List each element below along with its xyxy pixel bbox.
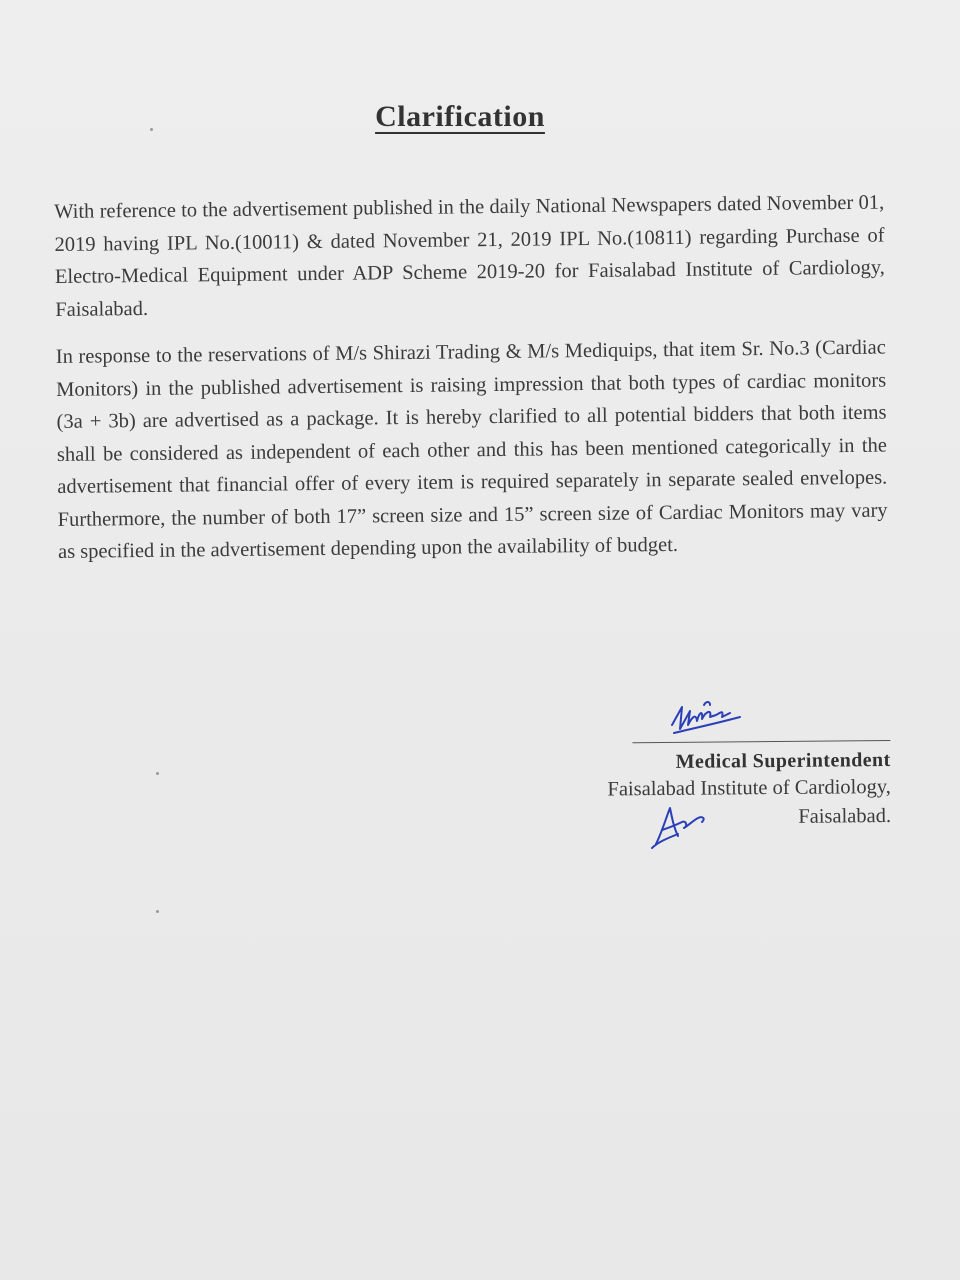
paper-speck	[150, 128, 153, 131]
handwritten-initials	[648, 798, 710, 850]
signature-block	[530, 692, 891, 833]
paragraph-reference: With reference to the advertisement published in the daily National Newspapers dated November 01, 2019 having IPL No.(10011) & dated November 21, 2019 IPL No.(10811) regarding Purchase of Electro-Medical Equipment under ADP Scheme 2019-20 for Faisalabad Institute of Cardiology, Faisalabad.	[54, 191, 885, 321]
paper-speck	[156, 910, 159, 913]
paper-speck	[156, 772, 159, 775]
signature-line	[632, 740, 890, 743]
document-title: Clarification	[375, 100, 545, 133]
signatory-city: Faisalabad.	[798, 804, 892, 828]
document-body	[54, 187, 888, 584]
signatory-designation: Medical Superintendent	[675, 748, 891, 773]
signatory-organization: Faisalabad Institute of Cardiology,	[607, 775, 891, 801]
paragraph-clarification: In response to the reservations of M/s Shirazi Trading & M/s Mediquips, that item Sr. No.3 (Cardiac Monitors) in the published advertisement is raising impression that both types of cardiac monitors (3a + 3b) are advertised as a package. It is hereby clarified to all potential bidders that both items shall be considered as independent of each other and this has been mentioned categorically in the advertisement that financial offer of every item is required separately in separate sealed envelopes. Furthermore, the number of both 17” screen size and 15” screen size of Cardiac Monitors may vary as specified in the advertisement depending upon the availability of budget.	[55, 336, 888, 563]
